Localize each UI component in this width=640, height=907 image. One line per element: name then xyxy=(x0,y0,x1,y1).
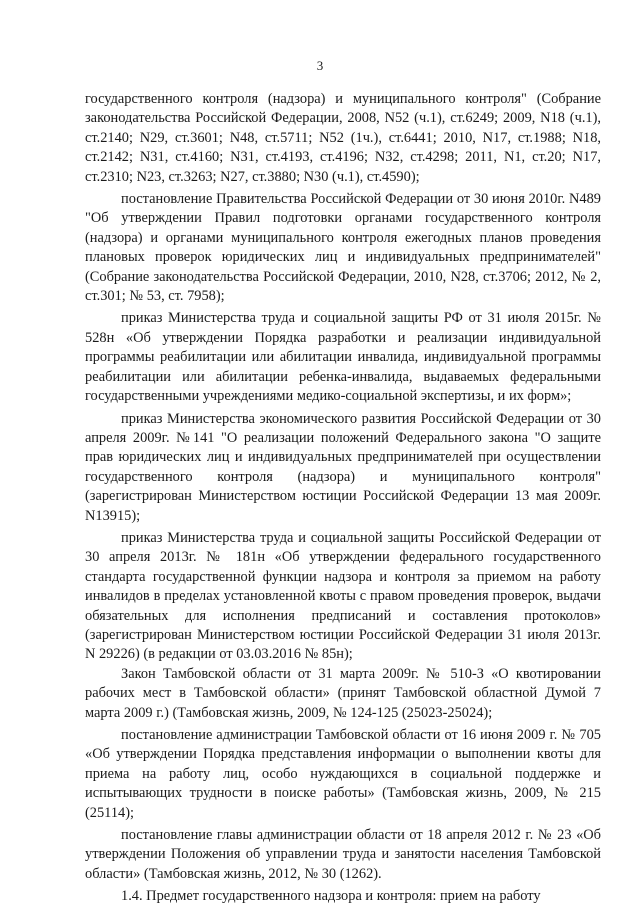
page-number: 3 xyxy=(316,58,324,73)
paragraph-government-decree-489: постановление Правительства Российской Федерации от 30 июня 2010г. N489 "Об утверждении Правил подготовки органами государственного контроля (надзора) и органами муниципального контроля ежегодных планов проведения плановых проверок юридических лиц и индивидуальных предпринимателей" (Собрание законодательства Российской Федерации, 2010, N28, ст.3706; 2012, № 2, ст.301; № 53, ст. 7958); xyxy=(85,191,601,305)
paragraph-tambov-decree-23: постановление главы администрации области от 18 апреля 2012 г. № 23 «Об утверждении Положения об управлении труда и занятости населения Тамбовской области» (Тамбовская жизнь, 2012, № 30 (1262). xyxy=(85,827,601,882)
paragraph-economy-order-141: приказ Министерства экономического развития Российской Федерации от 30 апреля 2009г. №141 "О реализации положений Федерального закона "О защите прав юридических лиц и индивидуальных предпринимателей при осуществлении государственного контроля (надзора) и муниципального контроля" (зарегистрирован Министерством юстиции Российской Федерации 13 мая 2009г. N13915); xyxy=(85,410,601,524)
paragraph-legislation-continuation: государственного контроля (надзора) и муниципального контроля" (Собрание законодательства Российской Федерации, 2008, N52 (ч.1), ст.6249; 2009, N18 (ч.1), ст.2140; N29, ст.3601; N48, ст.5711; N52 (1ч.), ст.6441; 2010, N17, ст.1988; N18, ст.2142; N31, ст.4160; N31, ст.4193, ст.4196; N32, ст.4298; 2011, N1, ст.20; N17, ст.2310; N23, ст.3263; N27, ст.3880; N30 (ч.1), ст.4590); xyxy=(85,91,601,185)
paragraph-labor-order-528n: приказ Министерства труда и социальной защиты РФ от 31 июля 2015г. № 528н «Об утверждении Порядка разработки и реализации индивидуальной программы реабилитации или абилитации инвалида, индивидуальной программы реабилитации или абилитации ребенка-инвалида, выдаваемых федеральными государственными учреждениями медико-социальной экспертизы, и их форм»; xyxy=(85,310,601,405)
paragraph-labor-order-181n: приказ Министерства труда и социальной защиты Российской Федерации от 30 апреля 2013г. № 181н «Об утверждении федерального государственного стандарта государственной функции надзора и контроля за приемом на работу инвалидов в пределах установленной квоты с правом проведения проверок, выдачи обязательных для исполнения предписаний и составления протоколов» (зарегистрирован Министерством юстиции Российской Федерации 31 июля 2013г. N 29226) (в редакции от 03.03.2016 № 85н); xyxy=(85,529,601,663)
paragraph-section-1-4: 1.4. Предмет государственного надзора и контроля: прием на работу xyxy=(121,888,541,905)
document-body xyxy=(85,90,601,907)
paragraph-tambov-law-510: Закон Тамбовской области от 31 марта 2009г. № 510-З «О квотировании рабочих мест в Тамбовской области» (принят Тамбовской областной Думой 7 марта 2009 г.) (Тамбовская жизнь, 2009, № 124-125 (25023-25024); xyxy=(85,665,601,721)
paragraph-tambov-decree-705: постановление администрации Тамбовской области от 16 июня 2009 г. № 705 «Об утверждении Порядка представления информации о выполнении квоты для приема на работу лиц, особо нуждающихся в социальной поддержке и испытывающих трудности в поиске работы» (Тамбовская жизнь, 2009, № 215 (25114); xyxy=(85,727,601,821)
